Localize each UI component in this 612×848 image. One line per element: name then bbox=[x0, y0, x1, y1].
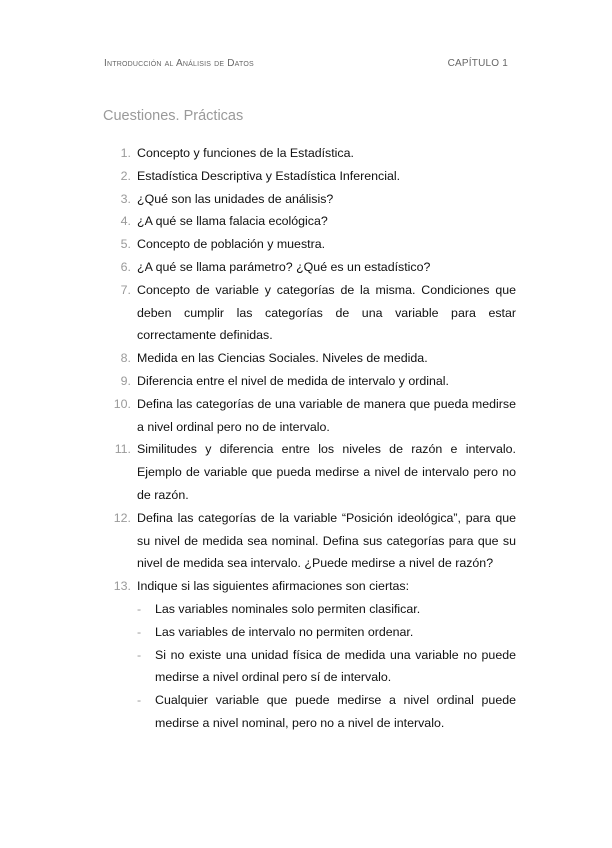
question-item bbox=[106, 575, 516, 735]
question-number: 8. bbox=[120, 351, 131, 366]
question-number: 4. bbox=[120, 214, 131, 229]
question-text: Estadística Descriptiva y Estadística Inferencial. bbox=[137, 168, 401, 183]
statement-item bbox=[137, 644, 516, 690]
question-text: Defina las categorías de la variable “Posición ideológica”, para que su nivel de medida sea nominal. Defina sus categorías para que su nivel de medida sea intervalo. ¿Puede medirse a nivel de razón? bbox=[137, 510, 516, 571]
question-text: Defina las categorías de una variable de manera que pueda medirse a nivel ordinal pero no de intervalo. bbox=[137, 396, 516, 434]
question-item bbox=[106, 142, 516, 165]
question-item bbox=[106, 347, 516, 370]
question-number: 11. bbox=[114, 442, 131, 457]
question-text: ¿A qué se llama parámetro? ¿Qué es un estadístico? bbox=[137, 259, 431, 274]
statements-list bbox=[137, 598, 516, 735]
question-item bbox=[106, 370, 516, 393]
question-item bbox=[106, 210, 516, 233]
header-chapter: CAPÍTULO 1 bbox=[447, 58, 508, 69]
question-text: ¿Qué son las unidades de análisis? bbox=[137, 191, 334, 206]
question-text: Concepto de variable y categorías de la misma. Condiciones que deben cumplir las categorías de una variable para estar correctamente definidas. bbox=[137, 282, 516, 343]
dash-bullet: - bbox=[137, 601, 142, 616]
header-book-title: Introducción al Análisis de Datos bbox=[104, 58, 254, 69]
question-number: 3. bbox=[120, 191, 131, 206]
question-text: Concepto de población y muestra. bbox=[137, 237, 326, 252]
question-text: Similitudes y diferencia entre los niveles de razón e intervalo. Ejemplo de variable que pueda medirse a nivel de intervalo pero no de razón. bbox=[137, 442, 516, 502]
question-number: 1. bbox=[120, 146, 131, 160]
statement-item bbox=[137, 689, 516, 735]
questions-list bbox=[106, 142, 516, 735]
question-number: 12. bbox=[113, 510, 131, 525]
question-number: 13. bbox=[113, 579, 131, 594]
statement-item bbox=[137, 621, 516, 644]
question-text: Diferencia entre el nivel de medida de intervalo y ordinal. bbox=[137, 373, 450, 388]
question-text: Indique si las siguientes afirmaciones son ciertas: bbox=[137, 579, 410, 594]
statement-text: Cualquier variable que puede medirse a nivel ordinal puede medirse a nivel nominal, pero no a nivel de intervalo. bbox=[155, 693, 516, 730]
question-item bbox=[106, 165, 516, 188]
question-number: 9. bbox=[120, 373, 131, 388]
question-item bbox=[106, 256, 516, 279]
question-text: Concepto y funciones de la Estadística. bbox=[137, 146, 354, 160]
question-number: 5. bbox=[120, 237, 131, 252]
question-item bbox=[106, 233, 516, 256]
question-number: 7. bbox=[120, 282, 131, 297]
statement-text: Si no existe una unidad física de medida una variable no puede medirse a nivel ordinal pero sí de intervalo. bbox=[155, 647, 516, 685]
running-header bbox=[104, 58, 508, 72]
question-item bbox=[106, 393, 516, 439]
dash-bullet: - bbox=[137, 693, 142, 708]
statement-text: Las variables de intervalo no permiten ordenar. bbox=[155, 624, 414, 639]
question-text: ¿A qué se llama falacia ecológica? bbox=[137, 214, 328, 229]
question-item bbox=[106, 507, 516, 575]
statement-text: Las variables nominales solo permiten clasificar. bbox=[155, 601, 421, 616]
statement-item bbox=[137, 598, 516, 621]
question-number: 6. bbox=[120, 259, 131, 274]
question-item bbox=[106, 438, 516, 506]
section-title: Cuestiones. Prácticas bbox=[103, 108, 244, 124]
question-number: 2. bbox=[120, 168, 131, 183]
question-text: Medida en las Ciencias Sociales. Niveles de medida. bbox=[137, 351, 428, 366]
dash-bullet: - bbox=[137, 647, 142, 662]
question-number: 10. bbox=[113, 396, 131, 411]
question-item bbox=[106, 279, 516, 347]
dash-bullet: - bbox=[137, 624, 142, 639]
question-item bbox=[106, 188, 516, 211]
